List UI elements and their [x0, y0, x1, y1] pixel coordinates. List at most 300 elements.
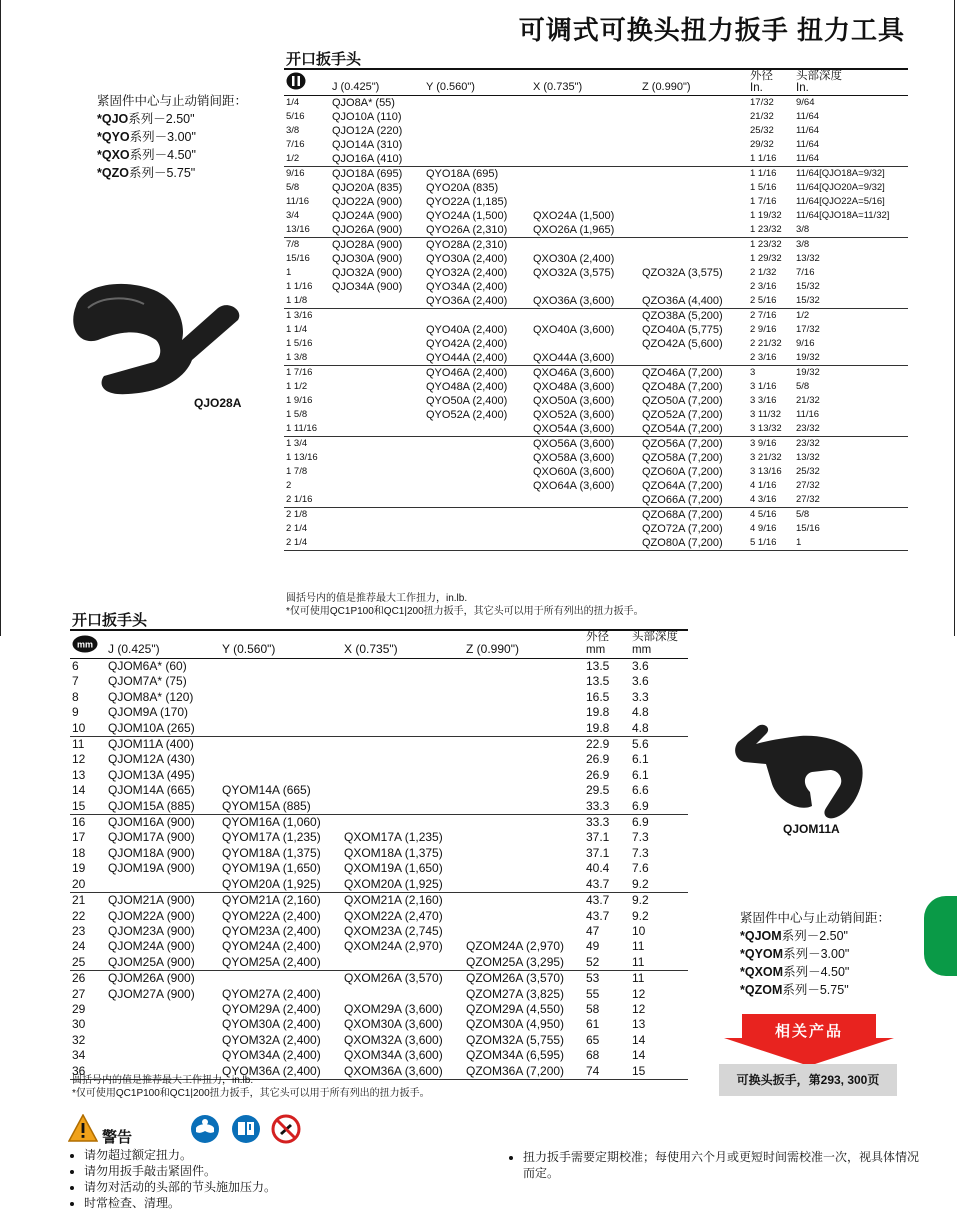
cell-z: [640, 167, 748, 182]
cell-z: QZOM32A (5,755): [466, 1032, 565, 1047]
cell-size: 3/8: [286, 125, 300, 136]
cell-y: QYO20A (835): [426, 182, 499, 194]
cell-j: [106, 1017, 220, 1032]
cell-od: 1 29/32: [750, 253, 782, 264]
cell-depth: 4.8: [632, 705, 649, 720]
cell-z: [464, 690, 584, 705]
cell-x: QXOM26A (3,570): [342, 971, 464, 987]
cell-j: QJOM27A (900): [108, 986, 195, 1001]
cell-y: [424, 465, 531, 479]
top-note-line: 圆括号内的值是推荐最大工作扭力，in.lb.: [286, 593, 468, 604]
cell-x: QXOM36A (3,600): [342, 1064, 464, 1080]
cell-y: QYO24A (1,500): [426, 210, 508, 222]
cell-od: 19.8: [586, 720, 610, 735]
cell-size: 15: [72, 798, 86, 813]
cell-y: QYOM20A (1,925): [222, 876, 321, 891]
warning-item: • 请勿用扳手敲击紧固件。: [84, 1163, 276, 1179]
table-row: [284, 493, 908, 508]
cell-x: QXOM32A (3,600): [344, 1032, 443, 1047]
cell-size: 26: [70, 971, 106, 987]
table-row: [70, 877, 688, 893]
cell-z: [640, 195, 748, 209]
cell-y: [424, 536, 531, 551]
cell-depth: 13/32: [796, 452, 820, 463]
table-row: [70, 1048, 688, 1063]
cell-depth: 5/8: [794, 508, 908, 523]
cell-y: [424, 479, 531, 493]
cell-j: QJOM10A (265): [108, 720, 195, 735]
cell-size: 1 7/8: [286, 466, 308, 477]
cell-x: QXOM22A (2,470): [344, 908, 443, 923]
cell-x: QXOM34A (3,600): [344, 1048, 443, 1063]
cell-z: [640, 110, 748, 124]
cell-od: 3 11/32: [750, 409, 781, 420]
cell-z: QZO64A (7,200): [642, 480, 723, 492]
cell-od: 17/32: [750, 97, 774, 108]
cell-y: QYO26A (2,310): [426, 224, 508, 236]
cell-z: [464, 783, 584, 798]
cell-j: QJO8A* (55): [332, 97, 395, 109]
cell-z: QZO50A (7,200): [642, 395, 723, 407]
cell-j: QJO14A (310): [332, 139, 403, 151]
cell-x: [531, 522, 640, 536]
cell-od: 13.5: [586, 674, 610, 689]
cell-j: [330, 323, 424, 337]
cell-j: QJOM24A (900): [108, 939, 195, 954]
top-notes: [286, 592, 644, 618]
cell-depth: 21/32: [796, 395, 820, 406]
cell-z: [464, 815, 584, 831]
table-row: [70, 846, 688, 861]
bottom-table: [70, 631, 688, 1080]
cell-depth: 6.9: [630, 815, 688, 831]
cell-j: QJO34A (900): [332, 281, 403, 293]
cell-od: 3 9/16: [748, 437, 794, 452]
table-row: [70, 690, 688, 705]
cell-depth: 3.6: [632, 659, 649, 673]
cell-depth: 7.3: [632, 845, 649, 860]
cell-x: QXO56A (3,600): [531, 437, 640, 452]
cell-size: 2: [286, 480, 292, 491]
wrench-head-image-qjom11a: [730, 722, 870, 822]
cell-size: 1 9/16: [286, 395, 313, 406]
cell-y: QYOM32A (2,400): [222, 1032, 321, 1047]
cell-od: 33.3: [584, 815, 630, 831]
cell-y: [220, 768, 342, 783]
cell-depth: 11: [632, 954, 645, 969]
cell-depth: 11/16: [796, 409, 820, 420]
table-row: [70, 705, 688, 720]
col-z-header: Z (0.990"): [466, 641, 519, 656]
cell-depth: 11/64: [796, 153, 820, 164]
cell-j: QJOM9A (170): [108, 705, 189, 720]
cell-j: QJOM25A (900): [108, 954, 195, 969]
col-y-header: Y (0.560"): [222, 641, 276, 656]
warning-list-right: [509, 1149, 923, 1181]
cell-depth: 7.6: [632, 861, 649, 876]
top-spec-block: [97, 92, 247, 182]
cell-x: [342, 815, 464, 831]
cell-depth: 6.6: [632, 783, 649, 798]
related-products-link[interactable]: 可换头扳手，第293, 300页: [719, 1064, 897, 1096]
cell-z: QZO32A (3,575): [642, 267, 723, 279]
cell-od: 43.7: [584, 893, 630, 909]
cell-od: 21/32: [750, 111, 774, 122]
cell-od: 29.5: [586, 783, 610, 798]
cell-j: [330, 309, 424, 324]
cell-size: 21: [70, 893, 106, 909]
col-od-header: 外径 mm: [586, 631, 609, 656]
cell-z: QZO72A (7,200): [642, 523, 723, 535]
cell-x: [531, 337, 640, 351]
cell-od: 37.1: [586, 845, 610, 860]
cell-j: [330, 493, 424, 508]
cell-y: [220, 674, 342, 689]
cell-size: 23: [72, 923, 86, 938]
cell-depth: 11: [630, 971, 688, 987]
cell-z: QZO54A (7,200): [642, 423, 723, 435]
cell-x: QXO40A (3,600): [533, 324, 615, 336]
cell-y: QYOM17A (1,235): [222, 830, 321, 845]
cell-z: [640, 351, 748, 366]
cell-j: QJO32A (900): [332, 267, 403, 279]
cell-depth: 9.2: [632, 908, 649, 923]
cell-depth: 3.3: [632, 689, 649, 704]
cell-depth: 3/8: [794, 238, 908, 253]
top-table: [284, 70, 908, 551]
cell-depth: 9.2: [632, 876, 649, 891]
cell-x: QXO32A (3,575): [533, 267, 615, 279]
cell-size: 1 5/8: [286, 409, 308, 420]
table-row: [70, 783, 688, 798]
cell-x: [531, 181, 640, 195]
col-depth-header: 头部深度 mm: [632, 631, 678, 656]
cell-y: [424, 138, 531, 152]
cell-od: 68: [586, 1048, 600, 1063]
cell-j: QJOM11A (400): [106, 737, 220, 753]
cell-x: [342, 705, 464, 720]
cell-j: QJOM14A (665): [108, 783, 195, 798]
table-row: [284, 195, 908, 209]
cell-x: [531, 110, 640, 124]
col-depth-header: 头部深度 In.: [796, 70, 842, 94]
cell-depth: 3/8: [796, 224, 810, 235]
cell-z: [464, 659, 584, 675]
cell-depth: 13: [632, 1017, 646, 1032]
cell-depth: 6.1: [632, 767, 649, 782]
cell-z: [464, 737, 584, 753]
cell-z: QZOM25A (3,295): [466, 954, 565, 969]
cell-depth: 12: [632, 986, 646, 1001]
table-row: [284, 152, 908, 167]
cell-depth: 7/16: [796, 267, 815, 278]
cell-depth: 11: [632, 939, 645, 954]
table-row: [284, 238, 908, 253]
table-row: [284, 309, 908, 324]
cell-x: QXOM21A (2,160): [342, 893, 464, 909]
cell-depth: 23/32: [796, 423, 820, 434]
cell-x: QXO64A (3,600): [533, 480, 615, 492]
table-row: [70, 815, 688, 831]
cell-y: [424, 437, 531, 452]
cell-y: QYO42A (2,400): [426, 338, 508, 350]
cell-depth: 19/32: [796, 352, 820, 363]
cell-j: QJO12A (220): [332, 125, 403, 137]
cell-z: [640, 252, 748, 266]
cell-j: QJOM26A (900): [106, 971, 220, 987]
cell-depth: 15: [630, 1064, 688, 1080]
bottom-section-title: 开口扳手头: [72, 612, 148, 629]
cell-z: QZOM36A (7,200): [464, 1064, 584, 1080]
cell-z: QZO46A (7,200): [640, 366, 748, 381]
cell-x: [342, 674, 464, 689]
cell-j: [106, 1033, 220, 1048]
warning-item: • 时常检查、清理。: [84, 1195, 276, 1211]
cell-size: 5/16: [286, 111, 305, 122]
cell-depth: 15/16: [796, 523, 820, 534]
cell-od: 13.5: [586, 659, 610, 673]
cell-j: QJO22A (900): [332, 196, 403, 208]
cell-z: QZO48A (7,200): [642, 381, 723, 393]
cell-y: QYOM36A (2,400): [220, 1064, 342, 1080]
cell-j: [330, 380, 424, 394]
bottom-spec-line: *QYOM系列－3.00": [740, 947, 850, 961]
cell-od: 3 13/32: [750, 423, 782, 434]
cell-x: QXO54A (3,600): [533, 423, 615, 435]
cell-od: 55: [586, 986, 600, 1001]
cell-size: 30: [72, 1017, 86, 1032]
cell-z: [640, 96, 748, 111]
bottom-image-caption: QJOM11A: [783, 822, 840, 836]
cell-x: [342, 690, 464, 705]
table-row: [284, 536, 908, 551]
cell-z: [464, 893, 584, 909]
no-hammering-icon: [271, 1114, 301, 1144]
cell-size: 6: [72, 659, 79, 673]
cell-size: 1 5/16: [286, 338, 313, 349]
table-row: [284, 294, 908, 309]
mm-size-icon: [72, 635, 98, 653]
cell-j: [106, 1048, 220, 1063]
cell-y: QYOM24A (2,400): [222, 939, 321, 954]
cell-j: [330, 351, 424, 366]
cell-j: [330, 437, 424, 452]
cell-size: 1 1/16: [286, 281, 313, 292]
cell-depth: 15/32: [796, 281, 820, 292]
bottom-spec-line: *QXOM系列－4.50": [740, 965, 850, 979]
table-row: [70, 721, 688, 737]
bottom-table-header: [70, 631, 688, 659]
cell-z: QZO40A (5,775): [642, 324, 723, 336]
cell-z: [464, 924, 584, 939]
cell-size: 1 3/16: [284, 309, 330, 324]
cell-z: QZOM26A (3,570): [464, 971, 584, 987]
cell-od: 2 1/32: [750, 267, 777, 278]
table-row: [284, 422, 908, 437]
cell-y: [424, 522, 531, 536]
cell-z: QZOM27A (3,825): [466, 986, 565, 1001]
table-row: [70, 830, 688, 845]
bottom-note-line: 圆括号内的值是推荐最大工作扭力，in.lb.: [72, 1075, 254, 1086]
cell-z: [640, 152, 748, 167]
cell-x: [342, 783, 464, 798]
cell-z: QZOM29A (4,550): [466, 1001, 565, 1016]
table-row: [284, 96, 908, 111]
cell-size: 7: [72, 674, 79, 689]
cell-od: 1 5/16: [750, 182, 777, 193]
cell-z: QZO42A (5,600): [642, 338, 723, 350]
table-row: [284, 110, 908, 124]
table-row: [284, 266, 908, 280]
table-row: [284, 252, 908, 266]
open-end-size-icon: [286, 72, 306, 90]
cell-j: [330, 508, 424, 523]
cell-size: 1 13/16: [286, 452, 318, 463]
cell-y: [424, 309, 531, 324]
cell-depth: 1: [794, 536, 908, 551]
cell-z: [464, 830, 584, 845]
cell-z: QZO56A (7,200): [640, 437, 748, 452]
cell-size: 2 1/16: [286, 494, 313, 505]
cell-j: QJOM6A* (60): [108, 659, 187, 673]
cell-depth: 6.1: [632, 752, 649, 767]
col-x-header: X (0.735"): [533, 81, 583, 93]
top-section-title: 开口扳手头: [286, 51, 362, 68]
cell-od: 3 21/32: [750, 452, 782, 463]
col-od-header: 外径 In.: [750, 70, 773, 94]
cell-j: QJO30A (900): [332, 253, 403, 265]
cell-x: QXO44A (3,600): [533, 352, 615, 364]
cell-od: 4 3/16: [750, 494, 777, 505]
cell-z: QZO36A (4,400): [642, 295, 723, 307]
cell-z: QZO68A (7,200): [640, 508, 748, 523]
cell-z: QZO80A (7,200): [640, 536, 748, 551]
cell-depth: 1/2: [794, 309, 908, 324]
cell-z: QZO66A (7,200): [642, 494, 723, 506]
cell-size: 10: [72, 720, 86, 735]
wrench-head-image-qjo28a: [58, 280, 248, 400]
cell-y: QYO50A (2,400): [426, 395, 508, 407]
cell-x: QXO60A (3,600): [533, 466, 615, 478]
cell-j: [330, 294, 424, 309]
cell-j: QJOM8A* (120): [108, 689, 194, 704]
table-row: [70, 1002, 688, 1017]
cell-y: [424, 422, 531, 437]
warning-item: • 扭力扳手需要定期校准；每使用六个月或更短时间需校准一次，视具体情况而定。: [523, 1149, 923, 1181]
cell-j: QJO16A (410): [332, 153, 403, 165]
table-row: [284, 465, 908, 479]
cell-size: 1: [286, 267, 292, 278]
cell-size: 1/2: [286, 153, 300, 164]
table-row: [70, 909, 688, 924]
cell-y: QYO40A (2,400): [426, 324, 508, 336]
table-row: [70, 768, 688, 783]
cell-od: 58: [586, 1001, 600, 1016]
cell-od: 3: [748, 366, 794, 381]
cell-od: 43.7: [586, 908, 610, 923]
top-spec-line: *QXO系列－4.50": [97, 148, 196, 162]
cell-depth: 17/32: [796, 324, 820, 335]
table-row: [284, 437, 908, 452]
top-spec-heading: 紧固件中心与止动销间距：: [97, 94, 248, 108]
cell-z: [464, 721, 584, 737]
cell-j: [330, 451, 424, 465]
cell-y: QYO52A (2,400): [426, 409, 508, 421]
cell-size: 20: [72, 876, 86, 891]
cell-z: [464, 909, 584, 924]
cell-y: [424, 493, 531, 508]
cell-depth: 12: [632, 1001, 646, 1016]
cell-j: QJOM22A (900): [108, 908, 195, 923]
cell-y: [424, 451, 531, 465]
table-row: [284, 479, 908, 493]
cell-x: [531, 152, 640, 167]
cell-size: 1 7/16: [284, 366, 330, 381]
cell-size: 7/16: [286, 139, 305, 150]
cell-od: 47: [586, 923, 600, 938]
cell-depth: 19/32: [794, 366, 908, 381]
cell-od: 2 9/16: [750, 324, 777, 335]
cell-depth: 27/32: [796, 480, 820, 491]
cell-size: 27: [72, 986, 86, 1001]
bottom-notes: [72, 1074, 430, 1100]
cell-size: 1 1/8: [286, 295, 308, 306]
cell-od: 22.9: [584, 737, 630, 753]
cell-y: QYOM23A (2,400): [222, 923, 321, 938]
table-row: [284, 337, 908, 351]
cell-x: QXOM17A (1,235): [344, 830, 443, 845]
cell-z: QZO60A (7,200): [642, 466, 723, 478]
cell-size: 22: [72, 908, 86, 923]
cell-depth: 25/32: [796, 466, 820, 477]
cell-x: QXO46A (3,600): [531, 366, 640, 381]
top-note-line: *仅可使用QC1P100和QC1|200扭力扳手，其它头可以用于所有列出的扭力扳手。: [286, 606, 644, 617]
cell-j: QJOM21A (900): [106, 893, 220, 909]
table-row: [284, 351, 908, 366]
cell-y: [424, 124, 531, 138]
top-table-header: [284, 70, 908, 96]
cell-x: QXO30A (2,400): [533, 253, 615, 265]
table-row: [284, 380, 908, 394]
cell-y: QYOM27A (2,400): [222, 986, 321, 1001]
cell-depth: 5/8: [796, 381, 810, 392]
cell-z: [464, 752, 584, 767]
table-row: [70, 971, 688, 987]
cell-y: QYOM16A (1,060): [220, 815, 342, 831]
cell-z: [464, 877, 584, 893]
bottom-note-line: *仅可使用QC1P100和QC1|200扭力扳手，其它头可以用于所有列出的扭力扳手。: [72, 1088, 430, 1099]
cell-od: 4 1/16: [750, 480, 777, 491]
cell-depth: 14: [632, 1032, 646, 1047]
cell-x: QXO52A (3,600): [533, 409, 615, 421]
cell-j: QJOM17A (900): [108, 830, 195, 845]
cell-x: QXO50A (3,600): [533, 395, 615, 407]
cell-x: [531, 493, 640, 508]
cell-z: QZO52A (7,200): [642, 409, 723, 421]
table-row: [284, 280, 908, 294]
cell-depth: 6.9: [632, 798, 649, 813]
cell-x: [531, 96, 640, 111]
cell-y: [424, 96, 531, 111]
cell-x: QXO26A (1,965): [533, 224, 615, 236]
cell-j: [330, 522, 424, 536]
cell-od: 4 9/16: [750, 523, 777, 534]
cell-j: QJO20A (835): [332, 182, 403, 194]
cell-j: QJOM15A (885): [108, 798, 195, 813]
cell-y: [424, 152, 531, 167]
cell-y: [220, 752, 342, 767]
cell-size: 25: [72, 954, 86, 969]
